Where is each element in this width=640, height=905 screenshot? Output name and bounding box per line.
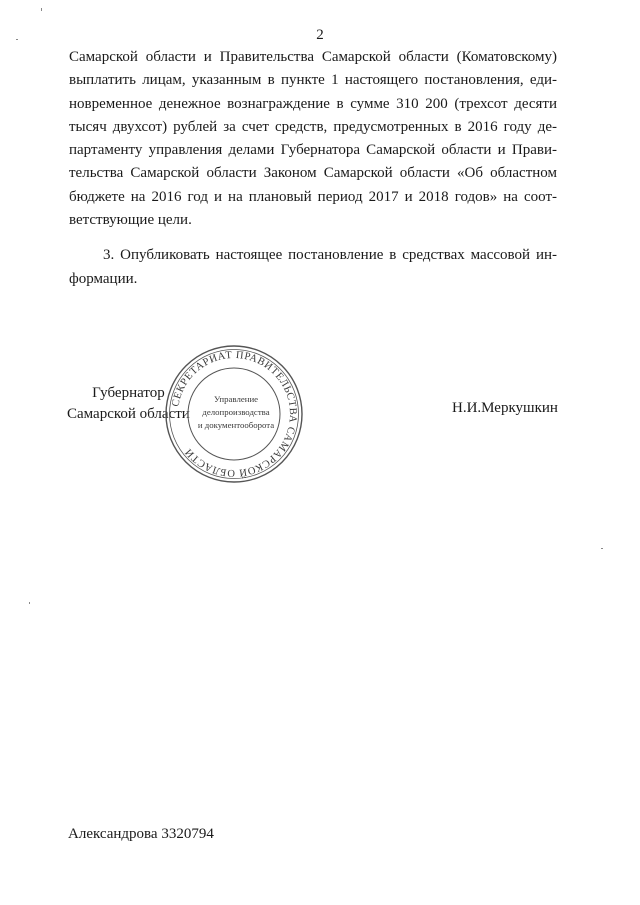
stamp-seal-icon (164, 344, 304, 484)
page-number: 2 (316, 27, 324, 43)
stamp-text-line: делопроизводства (202, 407, 270, 417)
stamp-text-line: и документооборота (197, 420, 275, 430)
signature-title-line: Губернатор (92, 385, 165, 401)
text-line: формации. (69, 270, 138, 287)
text-line: тельства Самарской области Законом Самарской области «Об областном (69, 165, 557, 182)
text-line: партаменту управления делами Губернатора Самарской области и Прави- (69, 142, 557, 159)
document-body (69, 46, 557, 291)
text-line: выплатить лицам, указанным в пункте 1 настоящего постановления, еди- (69, 72, 557, 89)
official-stamp (164, 344, 304, 484)
signature-title-line: Самарской области (67, 406, 190, 422)
text-line: новременное денежное вознаграждение в сумме 310 200 (трехсот десяти (69, 95, 557, 112)
text-line: ветствующие цели. (69, 212, 192, 229)
scan-speck (16, 39, 18, 40)
text-line: 3. Опубликовать настоящее постановление в средствах массовой ин- (103, 247, 557, 264)
signatory-name: Н.И.Меркушкин (452, 400, 558, 416)
executor-note: Александрова 3320794 (68, 826, 214, 842)
stamp-ring-text: СЕКРЕТАРИАТ ПРАВИТЕЛЬСТВА САМАРСКОЙ ОБЛАСТИ (170, 349, 299, 479)
paragraph-item-3 (69, 244, 557, 291)
scan-speck (601, 548, 603, 549)
stamp-text-line: Управление (213, 394, 259, 404)
scan-speck (29, 602, 30, 604)
text-line: бюджете на 2016 год и на плановый период 2017 и 2018 годов» на соот- (69, 188, 557, 205)
text-line: Самарской области и Правительства Самарской области (Коматовскому) (69, 49, 557, 65)
paragraph-continuation (69, 46, 557, 232)
scan-speck (41, 8, 42, 11)
text-line: тысяч двухсот) рублей за счет средств, предусмотренных в 2016 году де- (69, 118, 557, 135)
